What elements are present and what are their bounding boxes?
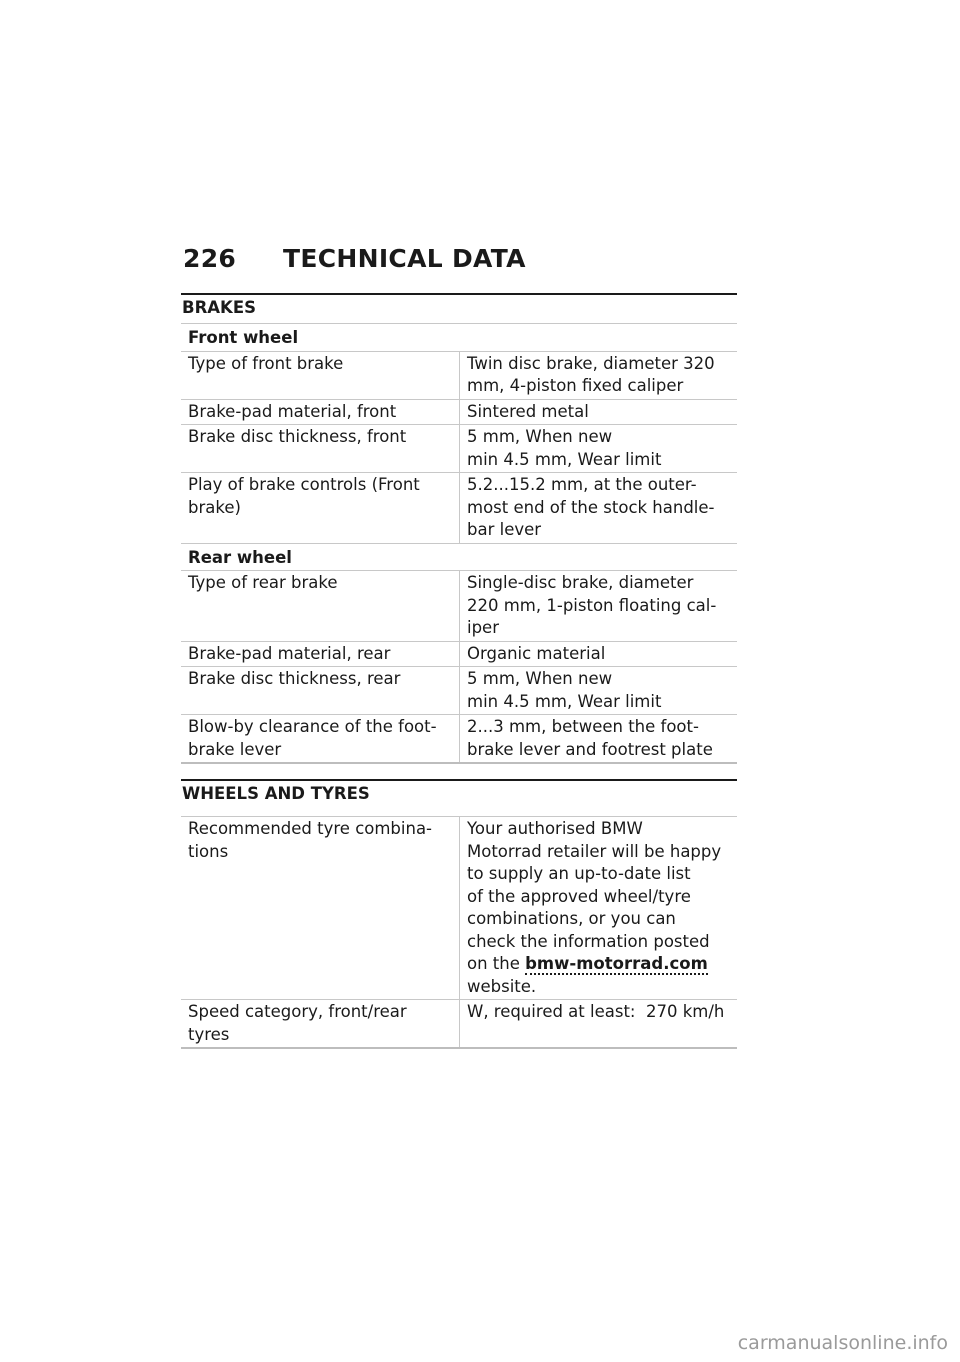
spec-label: Speed category, front/rear tyres xyxy=(181,1000,460,1049)
watermark: carmanualsonline.info xyxy=(737,1332,948,1354)
spec-label: Type of rear brake xyxy=(181,571,460,642)
page-title: TECHNICAL DATA xyxy=(283,244,526,273)
spec-value: 5 mm, When new min 4.5 mm, Wear limit xyxy=(460,425,738,473)
table-row xyxy=(181,817,737,1000)
table-row xyxy=(181,715,737,764)
spec-label: Brake disc thickness, rear xyxy=(181,667,460,715)
spec-label: Type of front brake xyxy=(181,351,460,399)
spec-label: Brake-pad material, rear xyxy=(181,641,460,667)
table-row xyxy=(181,667,737,715)
table-row xyxy=(181,571,737,642)
table-row xyxy=(181,473,737,544)
page-header xyxy=(183,244,526,273)
spec-label: Recommended tyre combina- tions xyxy=(181,817,460,1000)
spec-label: Brake disc thickness, front xyxy=(181,425,460,473)
spec-value: 2...3 mm, between the foot- brake lever and footrest plate xyxy=(460,715,738,764)
wheels-table xyxy=(181,816,737,1049)
spec-label: Play of brake controls (Front brake) xyxy=(181,473,460,544)
section-title-brakes: BRAKES xyxy=(182,298,256,317)
front-wheel-heading: Front wheel xyxy=(181,324,737,352)
section-title-wheels: WHEELS AND TYRES xyxy=(182,784,370,803)
bmw-motorrad-link[interactable]: bmw-motorrad.com xyxy=(525,954,708,973)
wheels-section xyxy=(181,779,737,1049)
spec-value: 5.2...15.2 mm, at the outer- most end of the stock handle- bar lever xyxy=(460,473,738,544)
spec-value: Single-disc brake, diameter 220 mm, 1-piston floating cal- iper xyxy=(460,571,738,642)
table-row xyxy=(181,1000,737,1049)
table-row xyxy=(181,425,737,473)
table-row xyxy=(181,399,737,425)
spec-label: Brake-pad material, front xyxy=(181,399,460,425)
rear-wheel-heading: Rear wheel xyxy=(181,543,737,571)
spec-value: Twin disc brake, diameter 320 mm, 4-piston fixed caliper xyxy=(460,351,738,399)
page-number: 226 xyxy=(183,244,237,273)
spec-value: Your authorised BMW Motorrad retailer will be happy to supply an up-to-date list of the approved wheel/tyre combinations, or you can check the information posted on the bmw-motorrad.com website. xyxy=(460,817,738,1000)
spec-value: 5 mm, When new min 4.5 mm, Wear limit xyxy=(460,667,738,715)
spec-value: W, required at least: 270 km/h xyxy=(460,1000,738,1049)
spec-value: Organic material xyxy=(460,641,738,667)
spec-label: Blow-by clearance of the foot- brake lever xyxy=(181,715,460,764)
brakes-table xyxy=(181,323,737,764)
brakes-section xyxy=(181,293,737,764)
spec-value: Sintered metal xyxy=(460,399,738,425)
table-row xyxy=(181,351,737,399)
table-row xyxy=(181,641,737,667)
